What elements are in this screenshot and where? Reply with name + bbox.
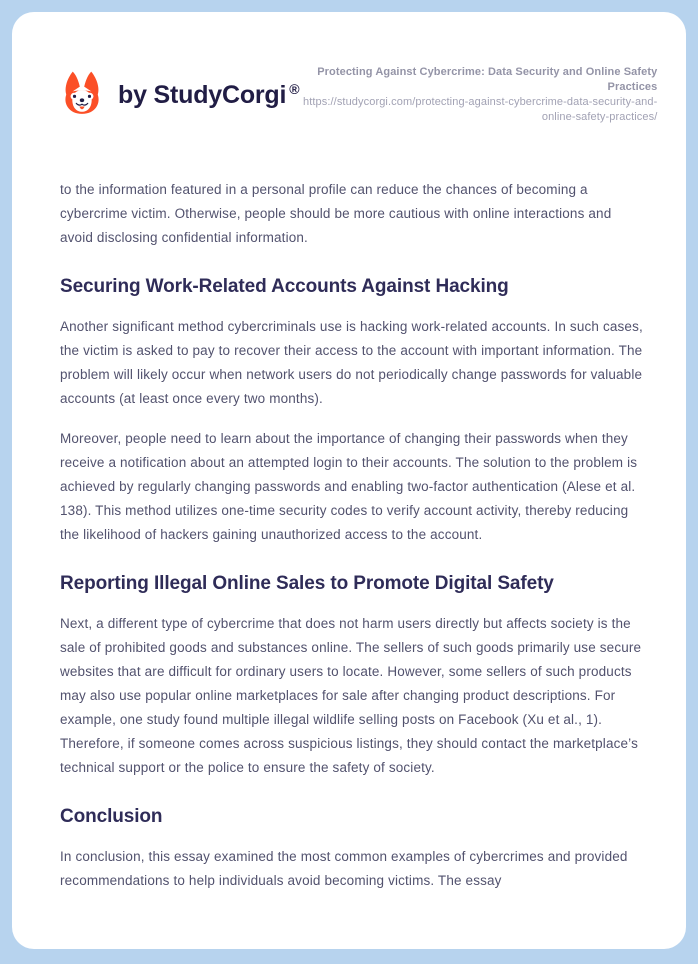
section-heading-securing-accounts: Securing Work-Related Accounts Against Hacking [60, 276, 509, 297]
studycorgi-logo [60, 70, 299, 120]
paragraph: In conclusion, this essay examined the most common examples of cybercrimes and provided recommendations to help individuals avoid becoming victims. The essay [60, 849, 628, 888]
registered-mark: ® [289, 80, 300, 97]
corgi-icon [60, 70, 104, 120]
essay-body [12, 125, 686, 893]
brand-text: by StudyCorgi ® [118, 80, 300, 109]
paragraph: Next, a different type of cybercrime that does not harm users directly but affects society is the sale of prohibited goods and substances online. The sellers of such goods primarily use secure websites that are difficult for ordinary users to locate. However, some sellers of such products may also use popular online marketplaces for sale after changing product descriptions. For example, one study found multiple illegal wildlife selling posts on Facebook (Xu et al., 1). Therefore, if someone comes across suspicious listings, they should contact the marketplace’s technical support or the police to ensure the safety of society. [60, 616, 642, 775]
document-title: Protecting Against Cybercrime: Data Security and Online Safety Practices [317, 66, 658, 93]
document-header [12, 12, 686, 125]
paragraph: to the information featured in a personal profile can reduce the chances of becoming a cybercrime victim. Otherwise, people should be more cautious with online interactions and avoid disclosing confidential information. [60, 182, 612, 245]
section-heading-reporting-sales: Reporting Illegal Online Sales to Promote Digital Safety [60, 573, 554, 594]
document-url-link[interactable]: https://studycorgi.com/protecting-against-cybercrime-data-security-and-online-safety-practices/ [303, 96, 658, 123]
section-heading-conclusion: Conclusion [60, 806, 163, 827]
paragraph: Moreover, people need to learn about the importance of changing their passwords when they receive a notification about an attempted login to their accounts. The solution to the problem is achieved by regularly changing passwords and enabling two-factor authentication (Alese et al. 138). This method utilizes one-time security codes to verify account activity, thereby reducing the likelihood of hackers gaining unauthorized access to the account. [60, 431, 638, 542]
paragraph: Another significant method cybercriminals use is hacking work-related accounts. In such cases, the victim is asked to pay to recover their access to the account with important information. The problem will likely occur when network users do not periodically change passwords for valuable accounts (at least once every two months). [60, 319, 643, 406]
document-card [12, 12, 686, 949]
document-meta [299, 65, 657, 125]
